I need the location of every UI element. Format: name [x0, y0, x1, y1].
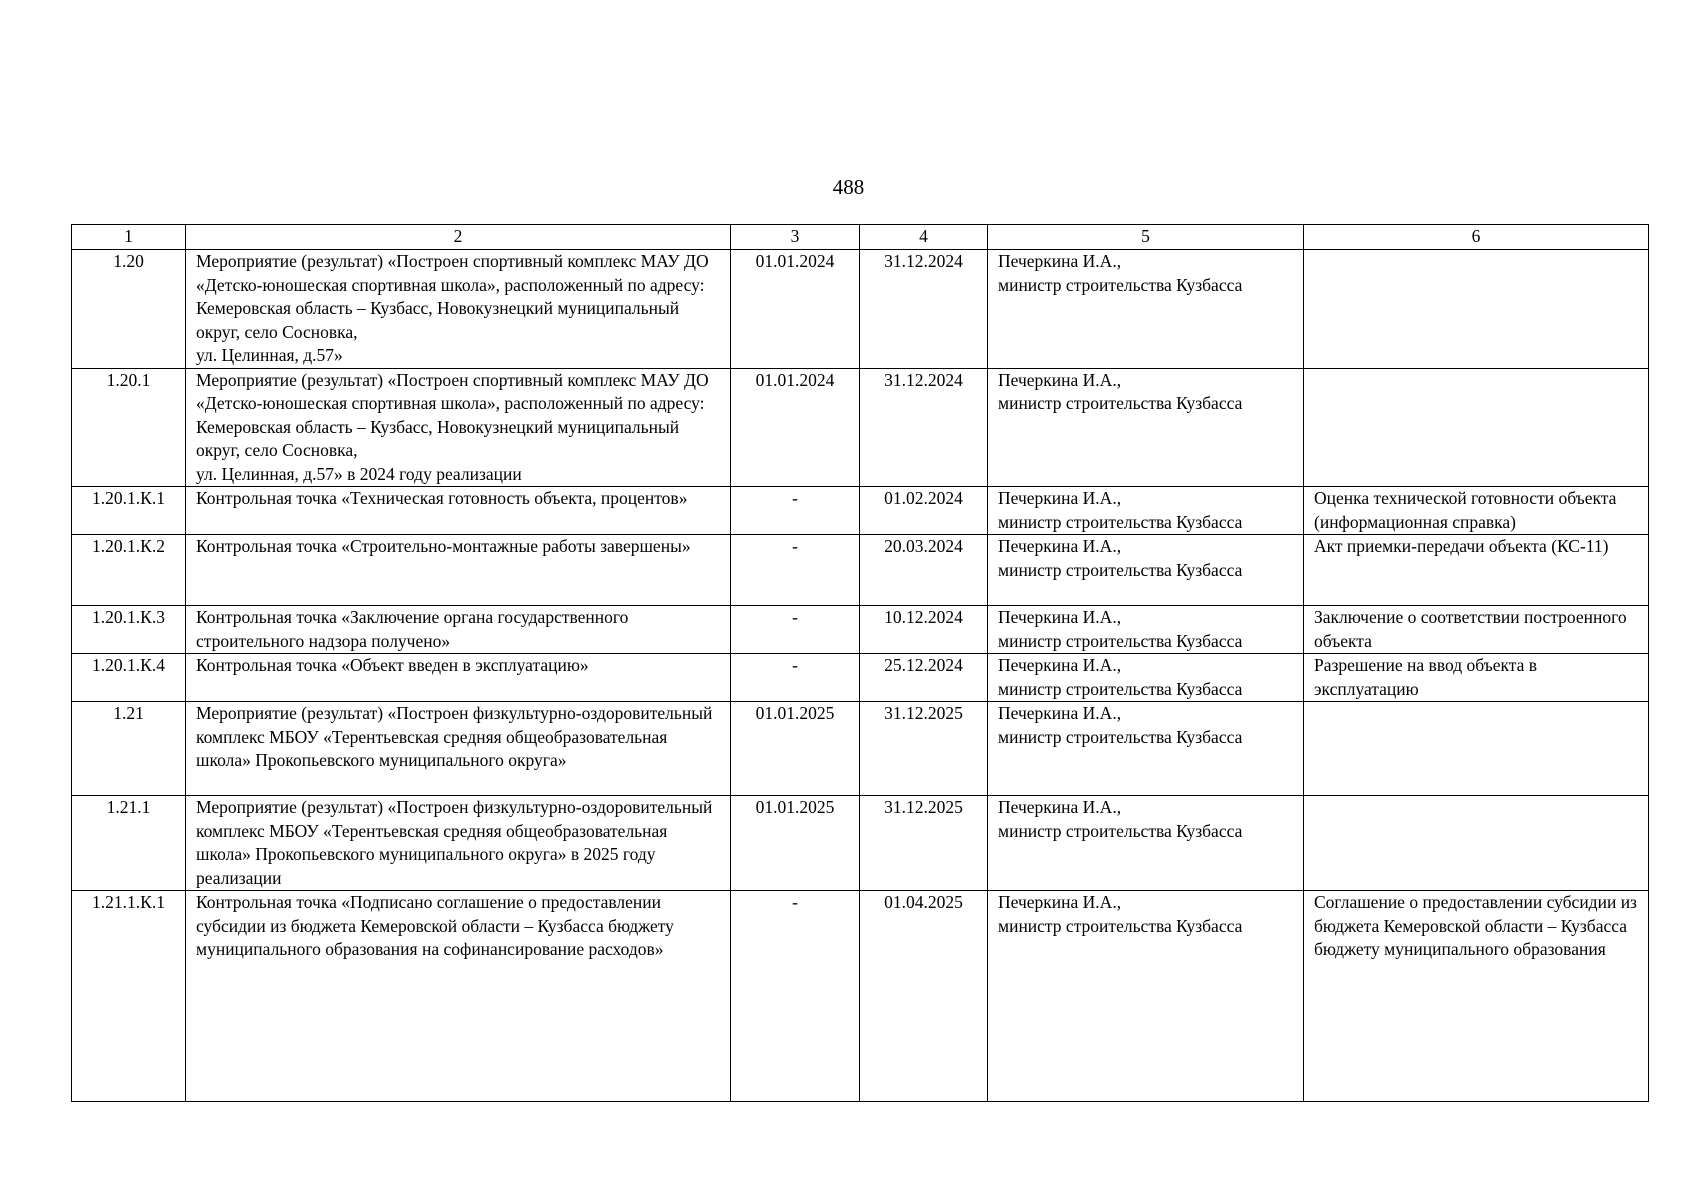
- row-start-date: -: [731, 535, 860, 606]
- row-number: 1.20.1: [72, 368, 186, 487]
- table-row: [72, 654, 1649, 702]
- row-responsible: Печеркина И.А., министр строительства Кузбасса: [988, 535, 1304, 606]
- row-start-date: 01.01.2024: [731, 368, 860, 487]
- row-description: Мероприятие (результат) «Построен физкультурно-оздоровительный комплекс МБОУ «Терентьевская средняя общеобразовательная школа» Прокопьевского муниципального округа» в 2025 году реализации: [186, 796, 731, 891]
- row-start-date: 01.01.2024: [731, 250, 860, 369]
- row-end-date: 31.12.2024: [860, 250, 988, 369]
- row-number: 1.20.1.К.1: [72, 487, 186, 535]
- row-document: [1304, 702, 1649, 796]
- row-responsible: Печеркина И.А., министр строительства Кузбасса: [988, 654, 1304, 702]
- column-header: 4: [860, 225, 988, 250]
- row-end-date: 31.12.2024: [860, 368, 988, 487]
- row-description: Контрольная точка «Объект введен в эксплуатацию»: [186, 654, 731, 702]
- row-number: 1.21: [72, 702, 186, 796]
- row-end-date: 20.03.2024: [860, 535, 988, 606]
- column-header: 5: [988, 225, 1304, 250]
- row-end-date: 10.12.2024: [860, 606, 988, 654]
- row-end-date: 25.12.2024: [860, 654, 988, 702]
- table-row: [72, 250, 1649, 369]
- row-document: Заключение о соответствии построенного объекта: [1304, 606, 1649, 654]
- row-document: Соглашение о предоставлении субсидии из бюджета Кемеровской области – Кузбасса бюджету муниципального образования: [1304, 891, 1649, 1102]
- row-description: Контрольная точка «Строительно-монтажные работы завершены»: [186, 535, 731, 606]
- row-start-date: -: [731, 606, 860, 654]
- row-number: 1.21.1.К.1: [72, 891, 186, 1102]
- row-number: 1.20.1.К.2: [72, 535, 186, 606]
- row-number: 1.20.1.К.4: [72, 654, 186, 702]
- table-row: [72, 487, 1649, 535]
- row-start-date: 01.01.2025: [731, 702, 860, 796]
- column-header: 3: [731, 225, 860, 250]
- row-number: 1.20.1.К.3: [72, 606, 186, 654]
- table-row: [72, 606, 1649, 654]
- table-header-row: [72, 225, 1649, 250]
- row-end-date: 31.12.2025: [860, 702, 988, 796]
- row-end-date: 31.12.2025: [860, 796, 988, 891]
- row-document: Акт приемки-передачи объекта (КС-11): [1304, 535, 1649, 606]
- column-header: 1: [72, 225, 186, 250]
- row-document: [1304, 796, 1649, 891]
- row-start-date: 01.01.2025: [731, 796, 860, 891]
- row-number: 1.21.1: [72, 796, 186, 891]
- row-description: Мероприятие (результат) «Построен спортивный комплекс МАУ ДО «Детско-юношеская спортивная школа», расположенный по адресу: Кемеровская область – Кузбасс, Новокузнецкий муниципальный округ, село Сосновка, ул. Целинная, д.57»: [186, 250, 731, 369]
- table-row: [72, 535, 1649, 606]
- column-header: 2: [186, 225, 731, 250]
- row-responsible: Печеркина И.А., министр строительства Кузбасса: [988, 487, 1304, 535]
- row-description: Контрольная точка «Подписано соглашение о предоставлении субсидии из бюджета Кемеровской области – Кузбасса бюджету муниципального образования на софинансирование расходов»: [186, 891, 731, 1102]
- row-description: Контрольная точка «Заключение органа государственного строительного надзора получено»: [186, 606, 731, 654]
- table-row: [72, 891, 1649, 1102]
- row-responsible: Печеркина И.А., министр строительства Кузбасса: [988, 368, 1304, 487]
- column-header: 6: [1304, 225, 1649, 250]
- row-document: Оценка технической готовности объекта (информационная справка): [1304, 487, 1649, 535]
- row-responsible: Печеркина И.А., министр строительства Кузбасса: [988, 250, 1304, 369]
- row-responsible: Печеркина И.А., министр строительства Кузбасса: [988, 702, 1304, 796]
- row-description: Контрольная точка «Техническая готовность объекта, процентов»: [186, 487, 731, 535]
- row-end-date: 01.04.2025: [860, 891, 988, 1102]
- row-start-date: -: [731, 654, 860, 702]
- row-document: Разрешение на ввод объекта в эксплуатацию: [1304, 654, 1649, 702]
- row-responsible: Печеркина И.А., министр строительства Кузбасса: [988, 891, 1304, 1102]
- row-document: [1304, 250, 1649, 369]
- row-document: [1304, 368, 1649, 487]
- row-start-date: -: [731, 891, 860, 1102]
- row-responsible: Печеркина И.А., министр строительства Кузбасса: [988, 796, 1304, 891]
- table-row: [72, 702, 1649, 796]
- page-number: 488: [832, 175, 865, 199]
- plan-table: [71, 224, 1649, 1102]
- row-start-date: -: [731, 487, 860, 535]
- row-responsible: Печеркина И.А., министр строительства Кузбасса: [988, 606, 1304, 654]
- table-row: [72, 368, 1649, 487]
- row-number: 1.20: [72, 250, 186, 369]
- table-row: [72, 796, 1649, 891]
- row-description: Мероприятие (результат) «Построен физкультурно-оздоровительный комплекс МБОУ «Терентьевская средняя общеобразовательная школа» Прокопьевского муниципального округа»: [186, 702, 731, 796]
- row-description: Мероприятие (результат) «Построен спортивный комплекс МАУ ДО «Детско-юношеская спортивная школа», расположенный по адресу: Кемеровская область – Кузбасс, Новокузнецкий муниципальный округ, село Сосновка, ул. Целинная, д.57» в 2024 году реализации: [186, 368, 731, 487]
- row-end-date: 01.02.2024: [860, 487, 988, 535]
